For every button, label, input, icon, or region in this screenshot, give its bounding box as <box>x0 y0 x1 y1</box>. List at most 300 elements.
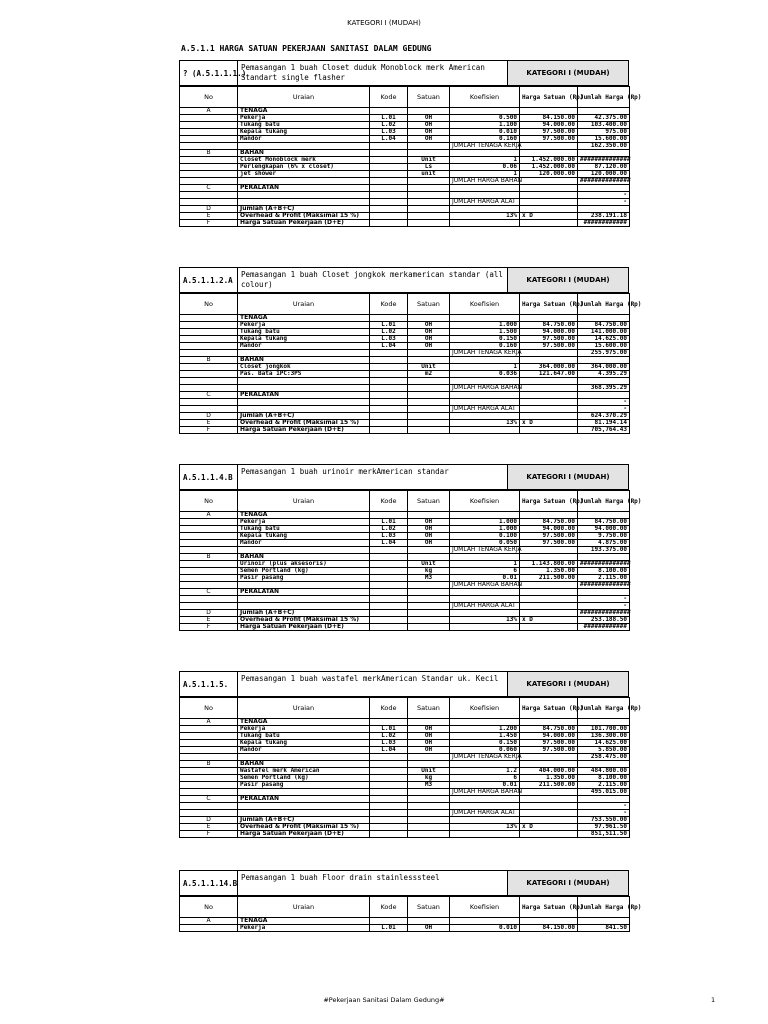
row-koefisien <box>450 624 520 631</box>
row-no <box>180 540 238 547</box>
row-uraian: Pekerja <box>238 115 370 122</box>
row-kode <box>370 617 408 624</box>
row-uraian: Mandor <box>238 136 370 143</box>
block-code: A.5.1.1.14.B <box>180 871 238 895</box>
row-jumlah-harga: 193.375.00 <box>578 547 630 554</box>
row-harga-satuan <box>520 754 578 761</box>
row-jumlah-harga: 238.191.18 <box>578 213 630 220</box>
row-harga-satuan: x D <box>520 213 578 220</box>
row-uraian: Jumlah (A+B+C) <box>238 206 370 213</box>
row-jumlah-harga: 42.375.00 <box>578 115 630 122</box>
row-uraian: Overhead & Profit (Maksimal 15 %) <box>238 824 370 831</box>
row-koefisien <box>450 427 520 434</box>
row-uraian: BAHAN <box>238 761 370 768</box>
page-header: KATEGORI I (MUDAH) <box>347 19 421 27</box>
row-no <box>180 561 238 568</box>
row-koefisien: 13% <box>450 617 520 624</box>
row-satuan: OH <box>408 329 450 336</box>
work-item-block <box>179 267 642 434</box>
row-jumlah-harga: 101.700.00 <box>578 726 630 733</box>
table-row <box>180 575 630 582</box>
row-koefisien: 6 <box>450 775 520 782</box>
row-no <box>180 726 238 733</box>
row-jumlah-harga: 2.115.00 <box>578 575 630 582</box>
column-header-row <box>180 491 630 512</box>
row-kode: L.02 <box>370 526 408 533</box>
row-satuan <box>408 392 450 399</box>
row-no: E <box>180 617 238 624</box>
row-no <box>180 164 238 171</box>
row-satuan <box>408 413 450 420</box>
table-row <box>180 747 630 754</box>
row-uraian: Overhead & Profit (Maksimal 15 %) <box>238 617 370 624</box>
column-header-uraian: Uraian <box>238 698 370 719</box>
row-koefisien: JUMLAH TENAGA KERJA <box>450 754 520 761</box>
row-uraian: Pekerja <box>238 322 370 329</box>
row-kode <box>370 810 408 817</box>
row-kode <box>370 824 408 831</box>
row-jumlah-harga: 705,764.43 <box>578 427 630 434</box>
row-uraian: Harga Satuan Pekerjaan (D+E) <box>238 831 370 838</box>
row-jumlah-harga: 851,511.50 <box>578 831 630 838</box>
row-jumlah-harga: 8.100.00 <box>578 568 630 575</box>
column-header-satuan: Satuan <box>408 294 450 315</box>
row-kode: L.03 <box>370 740 408 747</box>
row-uraian: Overhead & Profit (Maksimal 15 %) <box>238 420 370 427</box>
block-category: KATEGORI I (MUDAH) <box>508 672 628 696</box>
row-kode: L.01 <box>370 322 408 329</box>
row-satuan <box>408 582 450 589</box>
row-jumlah-harga: 4.875.00 <box>578 540 630 547</box>
row-kode <box>370 364 408 371</box>
cost-table <box>179 697 642 838</box>
block-header <box>179 464 629 490</box>
column-header-satuan: Satuan <box>408 491 450 512</box>
row-harga-satuan <box>520 199 578 206</box>
row-jumlah-harga: - <box>578 199 630 206</box>
row-harga-satuan <box>520 624 578 631</box>
row-koefisien: 1.000 <box>450 526 520 533</box>
row-harga-satuan <box>520 796 578 803</box>
row-jumlah-harga: 136.300.00 <box>578 733 630 740</box>
row-no <box>180 575 238 582</box>
row-jumlah-harga <box>578 796 630 803</box>
row-no: F <box>180 427 238 434</box>
row-satuan: unit <box>408 171 450 178</box>
row-koefisien: 1.000 <box>450 322 520 329</box>
row-no <box>180 157 238 164</box>
row-kode <box>370 371 408 378</box>
row-harga-satuan: 211.500.00 <box>520 782 578 789</box>
row-satuan <box>408 220 450 227</box>
row-kode <box>370 413 408 420</box>
table-row <box>180 378 630 385</box>
row-jumlah-harga: - <box>578 810 630 817</box>
row-jumlah-harga: ############ <box>578 624 630 631</box>
row-satuan <box>408 803 450 810</box>
row-harga-satuan: 84.750.00 <box>520 519 578 526</box>
row-koefisien: 1.100 <box>450 122 520 129</box>
row-uraian: Overhead & Profit (Maksimal 15 %) <box>238 213 370 220</box>
row-uraian: PERALATAN <box>238 392 370 399</box>
table-row <box>180 540 630 547</box>
row-no <box>180 747 238 754</box>
row-no: B <box>180 554 238 561</box>
row-uraian: Tukang batu <box>238 526 370 533</box>
column-header-jumlah: Jumlah Harga (Rp) <box>578 87 630 108</box>
row-satuan <box>408 192 450 199</box>
row-no: D <box>180 206 238 213</box>
row-uraian: Pekerja <box>238 726 370 733</box>
row-jumlah-harga: 120.000.00 <box>578 171 630 178</box>
row-kode <box>370 150 408 157</box>
row-jumlah-harga <box>578 392 630 399</box>
row-jumlah-harga: 841.50 <box>578 925 630 932</box>
row-harga-satuan <box>520 406 578 413</box>
row-harga-satuan <box>520 582 578 589</box>
column-header-jumlah: Jumlah Harga (Rp) <box>578 897 630 918</box>
row-harga-satuan: 94.000.00 <box>520 122 578 129</box>
row-kode <box>370 178 408 185</box>
row-no: C <box>180 392 238 399</box>
row-no <box>180 371 238 378</box>
row-harga-satuan: 84.150.00 <box>520 115 578 122</box>
row-no <box>180 519 238 526</box>
row-no <box>180 925 238 932</box>
column-header-harga: Harga Satuan (Rp) <box>520 897 578 918</box>
row-satuan <box>408 824 450 831</box>
column-header-satuan: Satuan <box>408 87 450 108</box>
row-no <box>180 115 238 122</box>
row-no <box>180 533 238 540</box>
column-header-harga: Harga Satuan (Rp) <box>520 698 578 719</box>
row-harga-satuan <box>520 220 578 227</box>
row-jumlah-harga: ############## <box>578 610 630 617</box>
row-uraian: Jumlah (A+B+C) <box>238 817 370 824</box>
table-row <box>180 192 630 199</box>
row-jumlah-harga: ############## <box>578 157 630 164</box>
row-kode <box>370 385 408 392</box>
column-header-row <box>180 698 630 719</box>
row-satuan <box>408 178 450 185</box>
row-satuan <box>408 817 450 824</box>
row-koefisien: 6 <box>450 568 520 575</box>
column-header-kode: Kode <box>370 491 408 512</box>
row-koefisien: JUMLAH HARGA ALAT <box>450 406 520 413</box>
row-koefisien: JUMLAH TENAGA KERJA <box>450 547 520 554</box>
row-no <box>180 568 238 575</box>
row-kode <box>370 796 408 803</box>
row-kode: L.01 <box>370 925 408 932</box>
row-no: C <box>180 796 238 803</box>
row-jumlah-harga: ############## <box>578 561 630 568</box>
row-koefisien <box>450 589 520 596</box>
row-koefisien: 0.150 <box>450 336 520 343</box>
row-kode: L.02 <box>370 329 408 336</box>
row-uraian: Kepala tukang <box>238 740 370 747</box>
row-harga-satuan: 120.000.00 <box>520 171 578 178</box>
row-kode <box>370 803 408 810</box>
row-no <box>180 399 238 406</box>
row-satuan <box>408 596 450 603</box>
column-header-koefisien: Koefisien <box>450 87 520 108</box>
row-koefisien <box>450 220 520 227</box>
row-jumlah-harga: 484.800.00 <box>578 768 630 775</box>
row-koefisien: JUMLAH HARGA BAHAN <box>450 789 520 796</box>
row-harga-satuan: 94.000.00 <box>520 329 578 336</box>
row-satuan: OH <box>408 540 450 547</box>
row-satuan <box>408 143 450 150</box>
row-jumlah-harga: 14.625.00 <box>578 336 630 343</box>
row-jumlah-harga: 87.120.00 <box>578 164 630 171</box>
row-jumlah-harga: 255.975.00 <box>578 350 630 357</box>
row-harga-satuan: 211.500.00 <box>520 575 578 582</box>
row-uraian: Harga Satuan Pekerjaan (D+E) <box>238 427 370 434</box>
row-jumlah-harga: 4.395.29 <box>578 371 630 378</box>
row-jumlah-harga: 624.370.29 <box>578 413 630 420</box>
row-satuan <box>408 427 450 434</box>
column-header-kode: Kode <box>370 294 408 315</box>
column-header-harga: Harga Satuan (Rp) <box>520 491 578 512</box>
row-satuan <box>408 589 450 596</box>
row-satuan: OH <box>408 733 450 740</box>
row-harga-satuan: 94.000.00 <box>520 526 578 533</box>
column-header-uraian: Uraian <box>238 294 370 315</box>
row-no: D <box>180 610 238 617</box>
row-harga-satuan: 84.150.00 <box>520 925 578 932</box>
row-jumlah-harga: 15.600.00 <box>578 343 630 350</box>
row-harga-satuan <box>520 399 578 406</box>
row-kode <box>370 420 408 427</box>
row-kode <box>370 357 408 364</box>
row-uraian <box>238 192 370 199</box>
row-satuan <box>408 831 450 838</box>
row-uraian: TENAGA <box>238 108 370 115</box>
row-koefisien: 1.500 <box>450 329 520 336</box>
table-row <box>180 427 630 434</box>
row-koefisien: 13% <box>450 420 520 427</box>
row-uraian <box>238 399 370 406</box>
row-satuan: OH <box>408 129 450 136</box>
row-jumlah-harga: - <box>578 803 630 810</box>
row-koefisien: JUMLAH HARGA ALAT <box>450 199 520 206</box>
row-kode <box>370 603 408 610</box>
table-row <box>180 392 630 399</box>
row-harga-satuan: x D <box>520 824 578 831</box>
row-satuan: OH <box>408 726 450 733</box>
row-koefisien <box>450 150 520 157</box>
row-uraian: Wastafel merk American <box>238 768 370 775</box>
row-uraian: Mandor <box>238 540 370 547</box>
row-no <box>180 733 238 740</box>
row-uraian: TENAGA <box>238 315 370 322</box>
block-code: A.5.1.1.2.A <box>180 268 238 292</box>
row-satuan <box>408 378 450 385</box>
row-uraian: Harga Satuan Pekerjaan (D+E) <box>238 220 370 227</box>
row-harga-satuan: x D <box>520 617 578 624</box>
row-uraian: Tukang batu <box>238 733 370 740</box>
row-satuan: OH <box>408 533 450 540</box>
row-harga-satuan <box>520 831 578 838</box>
column-header-koefisien: Koefisien <box>450 294 520 315</box>
column-header-no: No <box>180 897 238 918</box>
row-no: A <box>180 108 238 115</box>
row-harga-satuan: 1.452.000.00 <box>520 157 578 164</box>
row-no <box>180 596 238 603</box>
row-jumlah-harga: ############## <box>578 582 630 589</box>
row-koefisien: 0.06 <box>450 164 520 171</box>
row-koefisien <box>450 357 520 364</box>
row-koefisien: 0.500 <box>450 115 520 122</box>
table-row <box>180 171 630 178</box>
row-no <box>180 343 238 350</box>
row-harga-satuan <box>520 547 578 554</box>
table-row <box>180 343 630 350</box>
column-header-kode: Kode <box>370 87 408 108</box>
row-jumlah-harga <box>578 185 630 192</box>
column-header-no: No <box>180 491 238 512</box>
row-koefisien: JUMLAH TENAGA KERJA <box>450 143 520 150</box>
column-header-uraian: Uraian <box>238 491 370 512</box>
row-kode <box>370 392 408 399</box>
row-kode <box>370 213 408 220</box>
row-satuan <box>408 206 450 213</box>
row-harga-satuan <box>520 143 578 150</box>
row-kode <box>370 157 408 164</box>
row-koefisien: 0.050 <box>450 540 520 547</box>
row-no: C <box>180 589 238 596</box>
column-header-uraian: Uraian <box>238 897 370 918</box>
row-satuan: m2 <box>408 371 450 378</box>
row-no <box>180 364 238 371</box>
row-koefisien: 0.100 <box>450 533 520 540</box>
row-kode: L.01 <box>370 726 408 733</box>
row-harga-satuan <box>520 596 578 603</box>
row-satuan: Unit <box>408 561 450 568</box>
block-title: Pemasangan 1 buah wastafel merkAmerican Standar uk. Kecil <box>238 672 508 696</box>
row-harga-satuan: 1.350.00 <box>520 568 578 575</box>
block-category: KATEGORI I (MUDAH) <box>508 871 628 895</box>
row-kode: L.02 <box>370 122 408 129</box>
row-kode <box>370 568 408 575</box>
row-uraian: Mandor <box>238 747 370 754</box>
row-jumlah-harga: 84.750.00 <box>578 322 630 329</box>
block-header <box>179 60 629 86</box>
column-header-satuan: Satuan <box>408 698 450 719</box>
block-code: A.5.1.1.4.B <box>180 465 238 489</box>
row-satuan: M3 <box>408 575 450 582</box>
row-harga-satuan: 1.452.000.00 <box>520 164 578 171</box>
row-harga-satuan: 404.000.00 <box>520 768 578 775</box>
row-uraian: BAHAN <box>238 554 370 561</box>
row-satuan <box>408 617 450 624</box>
row-harga-satuan: 97.500.00 <box>520 533 578 540</box>
row-no <box>180 192 238 199</box>
page-number: 1 <box>711 996 716 1004</box>
work-item-block <box>179 671 642 838</box>
table-row <box>180 399 630 406</box>
row-uraian: Semen Portland (kg) <box>238 775 370 782</box>
table-row <box>180 803 630 810</box>
row-uraian: Pasir pasang <box>238 575 370 582</box>
row-kode <box>370 589 408 596</box>
block-header <box>179 267 629 293</box>
table-row <box>180 796 630 803</box>
row-jumlah-harga: 15.600.00 <box>578 136 630 143</box>
row-uraian: PERALATAN <box>238 589 370 596</box>
row-jumlah-harga: 2.115.00 <box>578 782 630 789</box>
row-harga-satuan: 97.500.00 <box>520 136 578 143</box>
row-uraian: TENAGA <box>238 512 370 519</box>
table-row <box>180 220 630 227</box>
row-harga-satuan <box>520 192 578 199</box>
row-satuan <box>408 213 450 220</box>
column-header-jumlah: Jumlah Harga (Rp) <box>578 294 630 315</box>
row-koefisien <box>450 554 520 561</box>
row-no <box>180 378 238 385</box>
row-satuan: kg <box>408 775 450 782</box>
row-no: F <box>180 624 238 631</box>
row-no <box>180 336 238 343</box>
block-category: KATEGORI I (MUDAH) <box>508 61 628 85</box>
row-harga-satuan: 97.500.00 <box>520 336 578 343</box>
row-koefisien: JUMLAH HARGA ALAT <box>450 603 520 610</box>
row-satuan <box>408 603 450 610</box>
row-kode <box>370 761 408 768</box>
row-satuan: Unit <box>408 768 450 775</box>
row-harga-satuan: 97.500.00 <box>520 540 578 547</box>
row-jumlah-harga: 253.188.50 <box>578 617 630 624</box>
column-header-harga: Harga Satuan (Rp) <box>520 87 578 108</box>
row-no <box>180 803 238 810</box>
row-kode <box>370 171 408 178</box>
row-uraian: Jumlah (A+B+C) <box>238 413 370 420</box>
row-kode: L.01 <box>370 115 408 122</box>
row-koefisien: 13% <box>450 213 520 220</box>
row-satuan: M3 <box>408 782 450 789</box>
row-uraian: Pas. Bata 1PC:3PS <box>238 371 370 378</box>
row-koefisien: 1.000 <box>450 519 520 526</box>
row-koefisien: 0.060 <box>450 747 520 754</box>
row-kode <box>370 185 408 192</box>
row-satuan <box>408 399 450 406</box>
row-kode <box>370 582 408 589</box>
row-uraian: jet shower <box>238 171 370 178</box>
table-row <box>180 831 630 838</box>
row-harga-satuan <box>520 603 578 610</box>
column-header-harga: Harga Satuan (Rp) <box>520 294 578 315</box>
work-item-block <box>179 464 642 631</box>
row-uraian: Tukang batu <box>238 329 370 336</box>
row-harga-satuan <box>520 378 578 385</box>
cost-table <box>179 293 642 434</box>
row-koefisien: JUMLAH HARGA BAHAN <box>450 178 520 185</box>
column-header-no: No <box>180 698 238 719</box>
row-satuan: OH <box>408 343 450 350</box>
row-satuan <box>408 199 450 206</box>
row-satuan <box>408 185 450 192</box>
row-satuan <box>408 789 450 796</box>
row-jumlah-harga: 975.00 <box>578 129 630 136</box>
row-kode: L.01 <box>370 519 408 526</box>
row-harga-satuan <box>520 589 578 596</box>
row-jumlah-harga: 368.395.29 <box>578 385 630 392</box>
table-row <box>180 371 630 378</box>
row-jumlah-harga: 753.550.00 <box>578 817 630 824</box>
row-kode <box>370 596 408 603</box>
column-header-koefisien: Koefisien <box>450 491 520 512</box>
block-code: A.5.1.1.5. <box>180 672 238 696</box>
